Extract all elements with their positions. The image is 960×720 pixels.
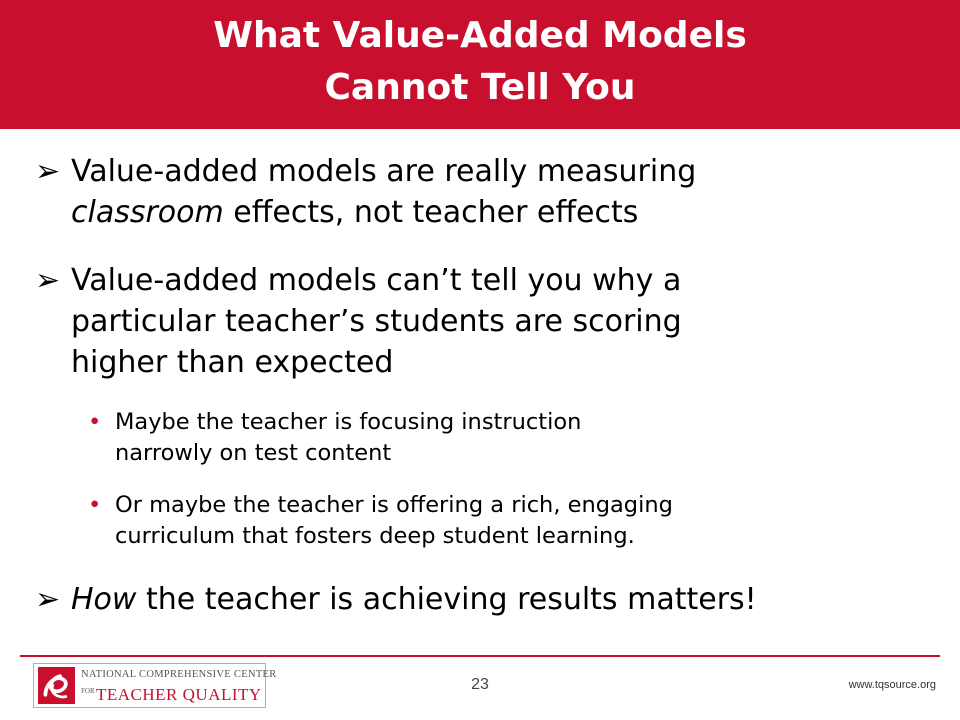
bullet-1-line-1: Value-added models are really measuring bbox=[71, 154, 697, 189]
bullet-2-line-3: higher than expected bbox=[71, 345, 394, 380]
bullet-1-emphasis: classroom bbox=[71, 195, 224, 230]
bullet-1-line-2 bbox=[71, 192, 935, 233]
logo-text-for: FOR bbox=[81, 687, 95, 695]
bullet-2 bbox=[35, 260, 935, 383]
logo-text-bottom: TEACHER QUALITY bbox=[96, 685, 262, 704]
arrow-bullet-icon: ➢ bbox=[35, 582, 61, 617]
footer-divider bbox=[20, 655, 940, 657]
bullet-3 bbox=[35, 579, 935, 620]
sub-bullet-2-line-2: curriculum that fosters deep student learning. bbox=[115, 523, 635, 549]
arrow-bullet-icon: ➢ bbox=[35, 154, 61, 189]
bullet-3-line-1 bbox=[71, 579, 935, 620]
sub-bullet-2 bbox=[88, 490, 938, 552]
arrow-bullet-icon: ➢ bbox=[35, 263, 61, 298]
bullet-3-emphasis: How bbox=[71, 582, 137, 617]
website-url[interactable]: www.tqsource.org bbox=[848, 679, 936, 691]
title-bar bbox=[0, 0, 960, 129]
slide-title-line-1: What Value-Added Models bbox=[213, 15, 747, 56]
bullet-1-line-2-rest: effects, not teacher effects bbox=[223, 195, 639, 230]
dot-bullet-icon: • bbox=[88, 492, 102, 518]
dot-bullet-icon: • bbox=[88, 409, 102, 435]
sub-bullet-1-line-1: Maybe the teacher is focusing instruction bbox=[115, 409, 582, 435]
sub-bullet-2-line-1: Or maybe the teacher is offering a rich, engaging bbox=[115, 492, 673, 518]
bullet-1 bbox=[35, 151, 935, 233]
org-logo bbox=[33, 663, 277, 708]
bullet-2-line-2: particular teacher’s students are scoring bbox=[71, 304, 682, 339]
page-number: 23 bbox=[471, 676, 489, 693]
sub-bullet-1 bbox=[88, 407, 938, 469]
bullet-3-line-1-rest: the teacher is achieving results matters! bbox=[136, 582, 757, 617]
knot-logo-icon bbox=[38, 667, 75, 704]
logo-text-top: NATIONAL COMPREHENSIVE CENTER bbox=[81, 669, 277, 680]
slide-title-line-2: Cannot Tell You bbox=[324, 67, 636, 108]
bullet-2-line-1: Value-added models can’t tell you why a bbox=[71, 263, 682, 298]
sub-bullet-1-line-2: narrowly on test content bbox=[115, 440, 392, 466]
